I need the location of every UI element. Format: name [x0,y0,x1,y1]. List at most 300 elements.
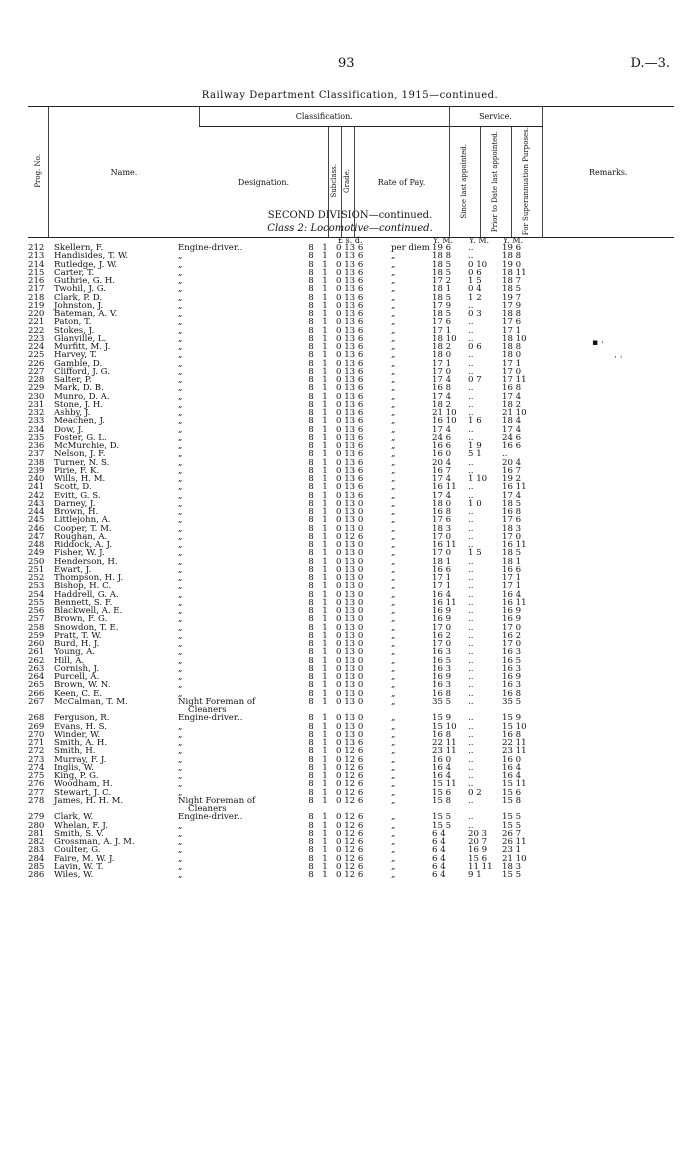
cell-s1: 18 2 [432,399,452,410]
cell-no: 227 [28,366,45,377]
cell-des: „ [178,474,183,484]
cell-no: 237 [28,449,45,460]
cell-s2: .. [468,663,474,674]
cell-name: Ashby, J. [54,408,91,418]
cell-name: Keen, C. E. [54,688,103,699]
cell-name: James, H. H. M. [54,795,124,806]
cell-des: „ [178,870,183,880]
cell-rate: 0 13 0 [336,639,364,649]
cell-des2: Cleaners [188,803,227,814]
cell-s2: 0 4 [468,284,482,295]
cell-des: „ [178,383,183,394]
cell-name: Turner, N. S. [54,457,110,468]
col-remarks: Remarks. [542,107,674,238]
cell-no: 258 [28,622,45,633]
cell-des: „ [178,432,183,443]
cell-rate: 0 13 6 [336,738,364,748]
cell-per: „ [391,399,396,410]
cell-des: „ [178,828,183,839]
cell-des: Engine-driver.. [178,243,243,253]
cell-gr: 1 [322,573,328,583]
cell-per: „ [391,696,396,707]
cell-s1: 18 5 [432,259,452,270]
cell-des: „ [178,861,183,872]
margin-mark: · · [614,353,623,363]
cell-des: „ [178,292,183,303]
cell-sub: 8 [308,490,314,501]
cell-gr: 1 [322,292,328,303]
col-prior-to-date: Prior to Date last appointed. [480,127,511,238]
cell-gr: 1 [322,358,328,369]
cell-per: „ [391,375,396,385]
cell-per: „ [391,490,396,501]
cell-sub: 8 [308,540,314,550]
cell-rate: 0 13 0 [336,573,364,583]
cell-s3: 15 5 [502,870,522,880]
cell-gr: 1 [322,366,328,377]
cell-name: Johnston, J. [54,300,104,311]
cell-s2: 1 6 [468,416,482,427]
margin-mark: ▪ · [592,338,604,348]
cell-des: „ [178,589,183,600]
cell-name: Smith, A. H. [54,738,108,748]
cell-des: „ [178,276,183,286]
cell-s2: .. [468,581,474,592]
cell-no: 249 [28,548,45,559]
cell-per: „ [391,267,396,278]
cell-s3: 16 8 [502,729,522,740]
cell-sub: 8 [308,779,314,790]
cell-gr: 1 [322,837,328,847]
cell-s1: 18 2 [432,342,452,352]
cell-des: „ [178,317,183,328]
cell-rate: 0 13 6 [336,375,364,385]
cell-s3: 23 1 [502,845,522,856]
cell-per: „ [391,441,396,451]
cell-sub: 8 [308,333,314,344]
cell-no: 246 [28,523,45,534]
cell-s2: .. [468,573,474,583]
cell-gr: 1 [322,309,328,319]
cell-per: „ [391,465,396,476]
cell-name: Haddrell, G. A. [54,589,119,600]
cell-s2: .. [468,597,474,608]
cell-des: „ [178,771,183,781]
cell-rate: 0 13 6 [336,300,364,311]
cell-gr: 1 [322,540,328,550]
cell-no: 251 [28,564,45,575]
cell-des: „ [178,482,183,493]
table-body [28,244,678,879]
cell-name: Young, A. [54,647,96,658]
cell-sub: 8 [308,820,314,831]
cell-gr: 1 [322,507,328,517]
cell-s1: 17 2 [432,276,452,286]
cell-gr: 1 [322,754,328,765]
cell-rate: 0 13 0 [336,729,364,740]
cell-rate: 0 13 0 [336,655,364,666]
cell-s2: .. [468,696,474,707]
cell-s2: .. [468,399,474,410]
cell-sub: 8 [308,845,314,856]
cell-s1: 15 10 [432,721,457,732]
cell-sub: 8 [308,465,314,476]
cell-s3: .. [502,449,508,460]
cell-rate: 0 13 0 [336,589,364,600]
cell-no: 286 [28,870,45,880]
cell-per: „ [391,342,396,352]
cell-s1: 15 11 [432,779,457,790]
cell-no: 274 [28,762,45,773]
cell-s3: 16 6 [502,564,522,575]
cell-s2: .. [468,251,474,262]
cell-s3: 23 11 [502,746,527,757]
cell-rate: 0 13 6 [336,465,364,476]
cell-des: „ [178,688,183,699]
cell-per: „ [391,300,396,311]
cell-s2: 1 0 [468,498,482,509]
cell-per: „ [391,837,396,847]
cell-gr: 1 [322,482,328,493]
cell-sub: 8 [308,564,314,575]
cell-s1: 15 6 [432,787,452,798]
cell-gr: 1 [322,317,328,328]
cell-per: „ [391,655,396,666]
cell-per: „ [391,325,396,336]
cell-name: Smith, H. [54,746,96,757]
cell-no: 263 [28,663,45,674]
cell-no: 262 [28,655,45,666]
cell-rate: 0 13 6 [336,333,364,344]
cell-sub: 8 [308,672,314,682]
cell-per: „ [391,639,396,649]
cell-no: 245 [28,515,45,526]
cell-sub: 8 [308,696,314,707]
cell-rate: 0 13 6 [336,490,364,501]
cell-s3: 15 5 [502,812,522,823]
cell-s3: 17 0 [502,366,522,377]
cell-name: Brown, F. G. [54,614,108,625]
cell-per: „ [391,573,396,583]
cell-per: „ [391,449,396,460]
cell-name: Dow, J. [54,424,84,435]
cell-s1: 16 6 [432,441,452,451]
cell-sub: 8 [308,375,314,385]
cell-rate: 0 13 0 [336,515,364,526]
cell-no: 230 [28,391,45,402]
cell-per: „ [391,812,396,823]
cell-gr: 1 [322,729,328,740]
cell-des: Night Foreman of [178,696,256,707]
cell-sub: 8 [308,259,314,270]
cell-s1: 18 0 [432,498,452,509]
cell-no: 225 [28,350,45,361]
cell-no: 272 [28,746,45,757]
cell-s2: 1 9 [468,441,482,451]
cell-no: 224 [28,342,45,352]
cell-gr: 1 [322,820,328,831]
cell-rate: 0 13 6 [336,284,364,295]
cell-gr: 1 [322,853,328,864]
cell-name: Coulter, G. [54,845,101,856]
cell-des: „ [178,787,183,798]
division-title: SECOND DIVISION—continued. [267,210,433,221]
cell-name: Glanville, L. [54,333,107,344]
cell-name: McMurchie, D. [54,441,120,451]
cell-per: „ [391,597,396,608]
cell-name: Pratt, T. W. [54,630,102,641]
cell-s1: 18 10 [432,333,457,344]
cell-name: Thompson, H. J. [54,573,124,583]
cell-s3: 18 5 [502,548,522,559]
cell-sub: 8 [308,350,314,361]
cell-no: 239 [28,465,45,476]
cell-sub: 8 [308,606,314,616]
cell-des: „ [178,630,183,641]
cell-no: 285 [28,861,45,872]
cell-gr: 1 [322,556,328,567]
cell-rate: 0 12 6 [336,795,364,806]
cell-s2: .. [468,366,474,377]
cell-no: 276 [28,779,45,790]
cell-gr: 1 [322,490,328,501]
cell-sub: 8 [308,507,314,517]
cell-s2: .. [468,622,474,633]
cell-s3: 16 0 [502,754,522,765]
cell-sub: 8 [308,688,314,699]
cell-per: „ [391,366,396,377]
cell-s1: 17 4 [432,424,452,435]
cell-s2: .. [468,383,474,394]
cell-des: „ [178,457,183,468]
cell-sub: 8 [308,556,314,567]
cell-sub: 8 [308,870,314,880]
cell-sub: 8 [308,771,314,781]
cell-rate: 0 12 6 [336,779,364,790]
cell-s2: .. [468,523,474,534]
cell-s3: 17 11 [502,375,527,385]
cell-name: Gamble, D. [54,358,103,369]
cell-s1: 6 4 [432,861,446,872]
cell-des: „ [178,531,183,542]
cell-s1: 16 7 [432,465,452,476]
cell-per: „ [391,432,396,443]
cell-des: „ [178,342,183,352]
cell-no: 256 [28,606,45,616]
cell-gr: 1 [322,449,328,460]
cell-sub: 8 [308,441,314,451]
cell-s2: .. [468,738,474,748]
cell-sub: 8 [308,432,314,443]
cell-des: Night Foreman of [178,795,256,806]
cell-rate: 0 13 6 [336,276,364,286]
cell-per: „ [391,333,396,344]
cell-s3: 16 9 [502,672,522,682]
cell-s1: 17 4 [432,474,452,484]
cell-gr: 1 [322,771,328,781]
cell-rate: 0 13 6 [336,416,364,427]
cell-rate: 0 13 0 [336,622,364,633]
cell-s3: 26 7 [502,828,522,839]
cell-s3: 18 4 [502,416,522,427]
cell-s2: .. [468,647,474,658]
cell-no: 234 [28,424,45,435]
cell-des: „ [178,515,183,526]
cell-gr: 1 [322,663,328,674]
cell-s1: 16 4 [432,771,452,781]
cell-name: Bennett, S. F. [54,597,113,608]
cell-name: King, P. G. [54,771,99,781]
cell-s2: .. [468,762,474,773]
cell-s3: 18 11 [502,267,527,278]
cell-sub: 8 [308,762,314,773]
cell-rate: 0 13 0 [336,581,364,592]
cell-s1: 16 8 [432,729,452,740]
cell-s3: 24 6 [502,432,522,443]
cell-des: „ [178,837,183,847]
cell-s1: 17 0 [432,622,452,633]
cell-des: „ [178,300,183,311]
cell-des: „ [178,622,183,633]
cell-des: „ [178,449,183,460]
cell-rate: 0 13 0 [336,680,364,691]
cell-sub: 8 [308,366,314,377]
cell-per: „ [391,523,396,534]
cell-no: 280 [28,820,45,831]
cell-no: 267 [28,696,45,707]
cell-s3: 17 6 [502,515,522,526]
cell-per: „ [391,606,396,616]
cell-des: „ [178,762,183,773]
cell-no: 243 [28,498,45,509]
cell-rate: 0 13 6 [336,408,364,418]
cell-s2: .. [468,713,474,724]
cell-sub: 8 [308,317,314,328]
cell-per: „ [391,713,396,724]
cell-rate: 0 13 0 [336,688,364,699]
cell-gr: 1 [322,639,328,649]
cell-rate: 0 13 6 [336,449,364,460]
cell-s1: 17 9 [432,300,452,311]
cell-s3: 16 3 [502,663,522,674]
col-service: Service. [449,107,542,127]
cell-s3: 18 3 [502,523,522,534]
cell-name: Scott, D. [54,482,92,493]
cell-s3: 18 2 [502,399,522,410]
cell-des: „ [178,754,183,765]
cell-name: Foster, G. L. [54,432,107,443]
cell-gr: 1 [322,416,328,427]
cell-s3: 16 2 [502,630,522,641]
cell-s3: 17 6 [502,317,522,328]
cell-name: Faire, M. W. J. [54,853,115,864]
cell-sub: 8 [308,581,314,592]
cell-no: 257 [28,614,45,625]
cell-sub: 8 [308,309,314,319]
cell-s1: 19 6 [432,243,452,253]
cell-per: „ [391,630,396,641]
cell-s3: 17 1 [502,358,522,369]
cell-s3: 15 11 [502,779,527,790]
cell-s3: 16 4 [502,771,522,781]
cell-s1: 16 0 [432,754,452,765]
cell-s1: 16 10 [432,416,457,427]
cell-rate: 0 12 6 [336,531,364,542]
cell-s2: 1 5 [468,276,482,286]
cell-rate: 0 13 6 [336,474,364,484]
cell-s2: .. [468,556,474,567]
cell-des: „ [178,729,183,740]
cell-s3: 18 5 [502,284,522,295]
cell-s3: 18 10 [502,333,527,344]
cell-rate: 0 12 6 [336,845,364,856]
cell-name: Stewart, J. C. [54,787,112,798]
cell-rate: 0 13 0 [336,540,364,550]
cell-s2: .. [468,779,474,790]
cell-s2: 0 3 [468,309,482,319]
cell-s2: .. [468,391,474,402]
cell-per: „ [391,828,396,839]
cell-no: 231 [28,399,45,410]
cell-s1: 16 3 [432,680,452,691]
page-number: 93 [338,56,355,71]
cell-per: „ [391,614,396,625]
cell-des: „ [178,746,183,757]
cell-rate: 0 12 6 [336,771,364,781]
cell-s1: 15 5 [432,812,452,823]
table-row [28,698,678,715]
cell-name: Blackwell, A. E. [54,606,123,616]
cell-no: 278 [28,795,45,806]
cell-per: „ [391,498,396,509]
cell-s2: .. [468,606,474,616]
cell-s2: .. [468,531,474,542]
cell-rate: 0 12 6 [336,820,364,831]
cell-per: „ [391,861,396,872]
cell-s3: 16 9 [502,606,522,616]
cell-gr: 1 [322,284,328,295]
cell-name: Cornish, J. [54,663,100,674]
cell-gr: 1 [322,630,328,641]
cell-s2: 5 1 [468,449,482,460]
cell-name: Murray, F. J. [54,754,107,765]
cell-sub: 8 [308,655,314,666]
cell-per: „ [391,408,396,418]
cell-s1: 18 0 [432,350,452,361]
cell-s1: 16 4 [432,589,452,600]
cell-s2: .. [468,317,474,328]
cell-name: Darney, J. [54,498,96,509]
cell-sub: 8 [308,573,314,583]
cell-s2: 11 11 [468,861,493,872]
cell-s1: 6 4 [432,853,446,864]
cell-no: 226 [28,358,45,369]
cell-name: Clark, W. [54,812,94,823]
cell-s1: 16 9 [432,606,452,616]
cell-no: 219 [28,300,45,311]
cell-s3: 22 11 [502,738,527,748]
cell-s2: .. [468,680,474,691]
cell-gr: 1 [322,391,328,402]
cell-gr: 1 [322,581,328,592]
cell-s1: 16 2 [432,630,452,641]
cell-sub: 8 [308,680,314,691]
cell-s3: 16 11 [502,597,527,608]
cell-sub: 8 [308,416,314,427]
cell-sub: 8 [308,300,314,311]
cell-rate: 0 12 6 [336,837,364,847]
cell-name: Smith, S. V. [54,828,104,839]
